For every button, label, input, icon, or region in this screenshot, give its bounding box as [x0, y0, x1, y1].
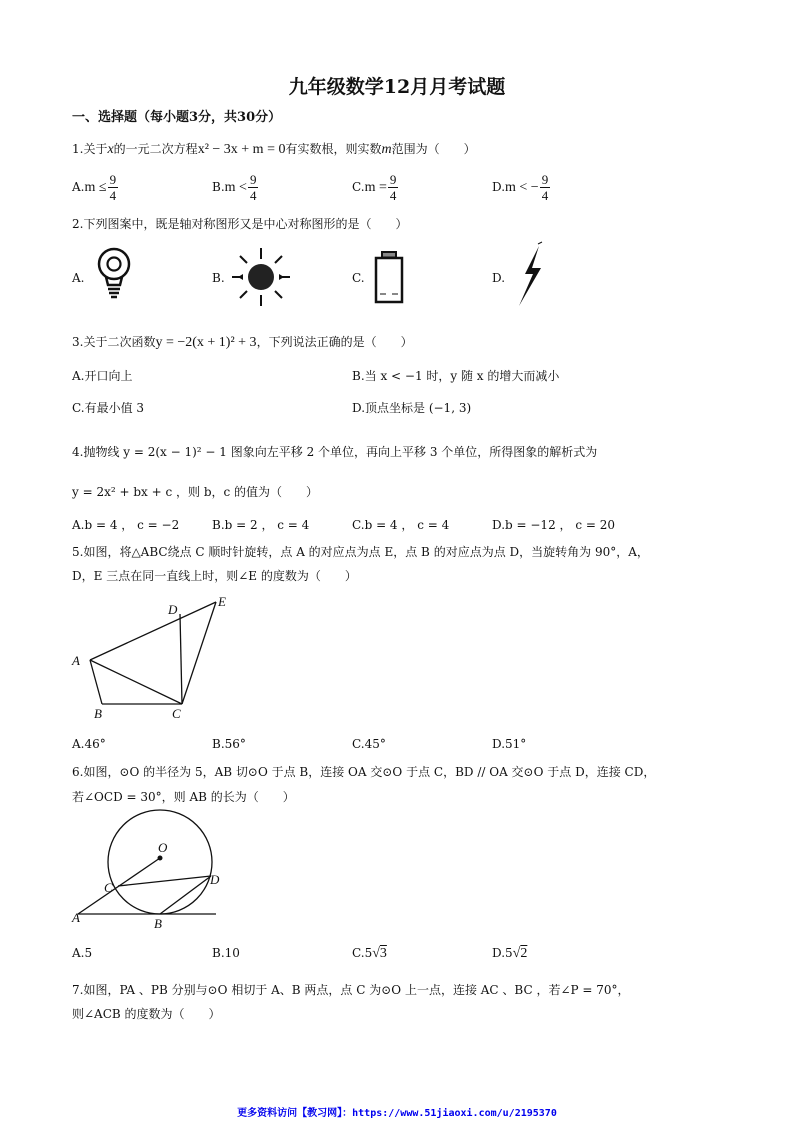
- question-4-line-1: 4.抛物线 y = 2(x − 1)² − 1 图象向左平移 2 个单位，再向上平移 3 个单位，所得图象的解析式为: [72, 445, 598, 459]
- q2-option-b[interactable]: B.: [212, 271, 225, 285]
- battery-icon: [372, 246, 406, 306]
- q1-equation: x² − 3x + m = 0: [197, 142, 286, 157]
- q1-option-b[interactable]: [212, 172, 259, 203]
- q1-text-mid: 的一元二次方程: [113, 142, 198, 156]
- point-label-b: B: [94, 706, 102, 721]
- q6-figure: [68, 810, 248, 935]
- q3-option-b[interactable]: B.当 x < −1 时，y 随 x 的增大而减小: [352, 369, 560, 383]
- segment-ac: [90, 660, 182, 704]
- q5-option-b[interactable]: B.56°: [212, 737, 246, 751]
- q1-text: 1.关于: [72, 142, 108, 156]
- segment-bd: [160, 876, 211, 914]
- q1-option-a[interactable]: [72, 172, 119, 203]
- option-expr: m <: [224, 180, 247, 195]
- point-label-d: D: [168, 602, 178, 617]
- q4-option-c[interactable]: C.b = 4 ， c = 4: [352, 518, 450, 532]
- q3-text-post: ，下列说法正确的是（ ）: [256, 335, 413, 349]
- fraction: [388, 172, 399, 203]
- fraction: [248, 172, 259, 203]
- q2-option-d[interactable]: D.: [492, 271, 506, 285]
- q2-option-a[interactable]: A.: [72, 271, 85, 285]
- point-label-c: C: [172, 706, 181, 721]
- q6-option-d[interactable]: D.5√2: [492, 946, 528, 961]
- center-dot: [158, 856, 163, 861]
- numerator: 9: [109, 172, 117, 187]
- option-label: D.: [492, 180, 506, 194]
- segment-ae: [90, 602, 216, 660]
- radicand: 3: [379, 946, 387, 961]
- option-expr: m =: [364, 180, 387, 195]
- point-label-c: C: [104, 880, 113, 895]
- q4-option-a[interactable]: A.b = 4 ， c = −2: [72, 518, 180, 532]
- q1-var-m: m: [381, 142, 392, 157]
- question-6-line-2: 若∠OCD = 30°，则 AB 的长为（ ）: [72, 790, 295, 804]
- q4-option-b[interactable]: B.b = 2 ， c = 4: [212, 518, 310, 532]
- lightbulb-icon: [92, 244, 136, 304]
- q3-expression: y = −2(x + 1)² + 3: [155, 335, 257, 350]
- segment-ec: [182, 602, 216, 704]
- option-label: B.: [212, 180, 225, 194]
- radicand: 2: [520, 946, 528, 961]
- option-expr: m ≤: [84, 180, 107, 195]
- numerator: 9: [249, 172, 257, 187]
- question-5-line-1: 5.如图，将△ABC绕点 C 顺时针旋转，点 A 的对应点为点 E，点 B 的对应点为点 D，当旋转角为 90°，A，: [72, 545, 649, 559]
- fraction: [108, 172, 119, 203]
- point-label-d: D: [210, 872, 220, 887]
- q5-option-a[interactable]: A.46°: [72, 737, 106, 751]
- option-label: D.5: [492, 946, 513, 960]
- denominator: 4: [109, 188, 117, 203]
- q3-option-d[interactable]: D.顶点坐标是 (−1, 3): [352, 401, 472, 415]
- point-label-a: A: [72, 653, 80, 668]
- q1-text-post: 有实数根，则实数: [285, 142, 382, 156]
- denominator: 4: [541, 188, 549, 203]
- option-label: B.10: [212, 946, 240, 960]
- q5-option-c[interactable]: C.45°: [352, 737, 386, 751]
- q1-var-x: x: [107, 142, 114, 157]
- q1-option-d[interactable]: [492, 172, 551, 203]
- question-6-line-1: 6.如图，⊙O 的半径为 5，AB 切⊙O 于点 B，连接 OA 交⊙O 于点 C，BD // OA 交⊙O 于点 D，连接 CD，: [72, 765, 656, 779]
- option-label: C.5: [352, 946, 373, 960]
- q3-text: 3.关于二次函数: [72, 335, 156, 349]
- question-1-stem: [72, 140, 476, 158]
- question-3-stem: [72, 333, 413, 351]
- question-2-stem: 2.下列图案中，既是轴对称图形又是中心对称图形的是（ ）: [72, 217, 408, 231]
- page-title: 九年级数学12月月考试题: [288, 76, 506, 98]
- point-label-b: B: [154, 916, 162, 931]
- segment-dc: [180, 614, 182, 704]
- lightning-icon: [508, 240, 552, 312]
- question-7-line-2: 则∠ACB 的度数为（ ）: [72, 1007, 221, 1021]
- fraction: [540, 172, 551, 203]
- q4-option-d[interactable]: D.b = −12 ， c = 20: [492, 518, 616, 532]
- option-label: C.: [352, 180, 365, 194]
- q3-option-a[interactable]: A.开口向上: [72, 369, 133, 383]
- segment-ab: [90, 660, 102, 704]
- option-label: A.5: [72, 946, 93, 960]
- numerator: 9: [389, 172, 397, 187]
- option-label: A.: [72, 180, 85, 194]
- point-label-o: O: [158, 840, 168, 855]
- denominator: 4: [389, 188, 397, 203]
- sun-icon: [230, 246, 292, 308]
- point-label-a: A: [72, 910, 80, 925]
- denominator: 4: [249, 188, 257, 203]
- q6-option-b[interactable]: [212, 946, 240, 960]
- option-expr: m < −: [505, 180, 539, 195]
- question-5-line-2: D，E 三点在同一直线上时，则∠E 的度数为（ ）: [72, 569, 357, 583]
- q1-text-tail: 范围为（ ）: [391, 142, 476, 156]
- question-7-line-1: 7.如图，PA 、PB 分别与⊙O 相切于 A、B 两点，点 C 为⊙O 上一点，连接 AC 、BC ，若∠P = 70°，: [72, 983, 630, 997]
- q5-figure: [68, 592, 248, 724]
- footer-link[interactable]: 更多资料访问【教习网】：https://www.51jiaoxi.com/u/2195370: [237, 1108, 557, 1119]
- point-label-e: E: [218, 594, 226, 609]
- q6-option-c[interactable]: C.5√3: [352, 946, 387, 961]
- q3-option-c[interactable]: C.有最小值 3: [72, 401, 145, 415]
- q1-option-c[interactable]: [352, 172, 399, 203]
- q6-option-a[interactable]: [72, 946, 92, 960]
- circle-o: [108, 810, 212, 914]
- q5-option-d[interactable]: D.51°: [492, 737, 527, 751]
- section-heading: 一、选择题（每小题3分，共30分）: [72, 110, 282, 125]
- numerator: 9: [541, 172, 549, 187]
- question-4-line-2: y = 2x² + bx + c ，则 b，c 的值为（ ）: [72, 485, 319, 499]
- q2-option-c[interactable]: C.: [352, 271, 365, 285]
